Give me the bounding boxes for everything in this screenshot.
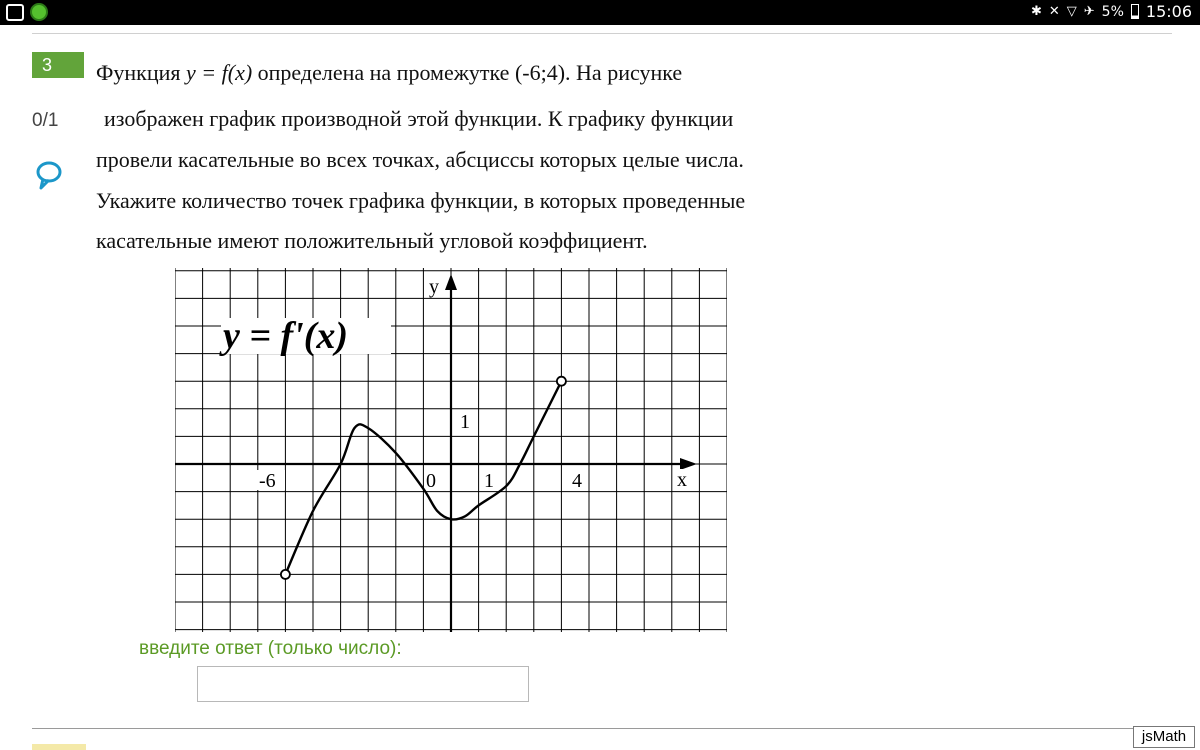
- answer-prompt: введите ответ (только число):: [139, 638, 402, 659]
- clock: 15:06: [1145, 2, 1192, 21]
- q-text-function-word: Функция: [96, 60, 181, 85]
- top-divider: [32, 33, 1172, 34]
- tick-label-x-1: 1: [484, 470, 494, 492]
- question-text-line-2: изображен график производной этой функции. К графику функции: [104, 106, 734, 131]
- app-bug-icon: [30, 3, 48, 21]
- open-endpoint: [557, 377, 566, 386]
- screenshot-icon: [6, 4, 24, 21]
- graph-title: y = f'(x): [223, 315, 349, 357]
- answer-input[interactable]: [197, 666, 529, 702]
- next-question-tab[interactable]: [32, 744, 86, 750]
- q-text-defined: определена на промежутке: [257, 60, 510, 85]
- question-text-line-4: Укажите количество точек графика функции, в которых проведенные: [96, 188, 746, 213]
- open-endpoint: [281, 570, 290, 579]
- jsmath-button[interactable]: jsMath: [1133, 726, 1195, 748]
- tick-label-origin: 0: [426, 470, 436, 492]
- question-text-line-3: провели касательные во всех точках, абсциссы которых целые числа.: [96, 147, 744, 172]
- status-bar: [0, 0, 1200, 25]
- battery-percent: 5%: [1101, 3, 1124, 20]
- wifi-icon: ▽: [1066, 4, 1077, 19]
- x-axis-label: x: [677, 469, 687, 491]
- tick-label-x-neg6: -6: [259, 470, 276, 492]
- tick-label-x-4: 4: [572, 470, 582, 492]
- comment-icon[interactable]: [34, 160, 64, 192]
- bluetooth-icon: ✱: [1030, 4, 1042, 19]
- question-score: 0/1: [32, 110, 59, 131]
- y-axis-arrow: [445, 274, 457, 290]
- y-axis-label: y: [429, 276, 439, 298]
- q-text-function-math: y = f(x): [186, 60, 253, 85]
- airplane-icon: ✈: [1083, 4, 1095, 19]
- q-text-interval: (-6;4).: [514, 60, 571, 85]
- derivative-graph: [175, 268, 727, 632]
- battery-icon: [1131, 4, 1139, 19]
- question-number-badge: 3: [32, 52, 84, 78]
- bottom-divider: [32, 728, 1172, 729]
- question-text-line-1: [96, 60, 682, 86]
- tick-label-y-1: 1: [460, 411, 470, 433]
- question-text-line-5: касательные имеют положительный угловой коэффициент.: [96, 228, 648, 253]
- q-text-figure: На рисунке: [576, 60, 683, 85]
- mute-icon: ✕: [1048, 4, 1060, 19]
